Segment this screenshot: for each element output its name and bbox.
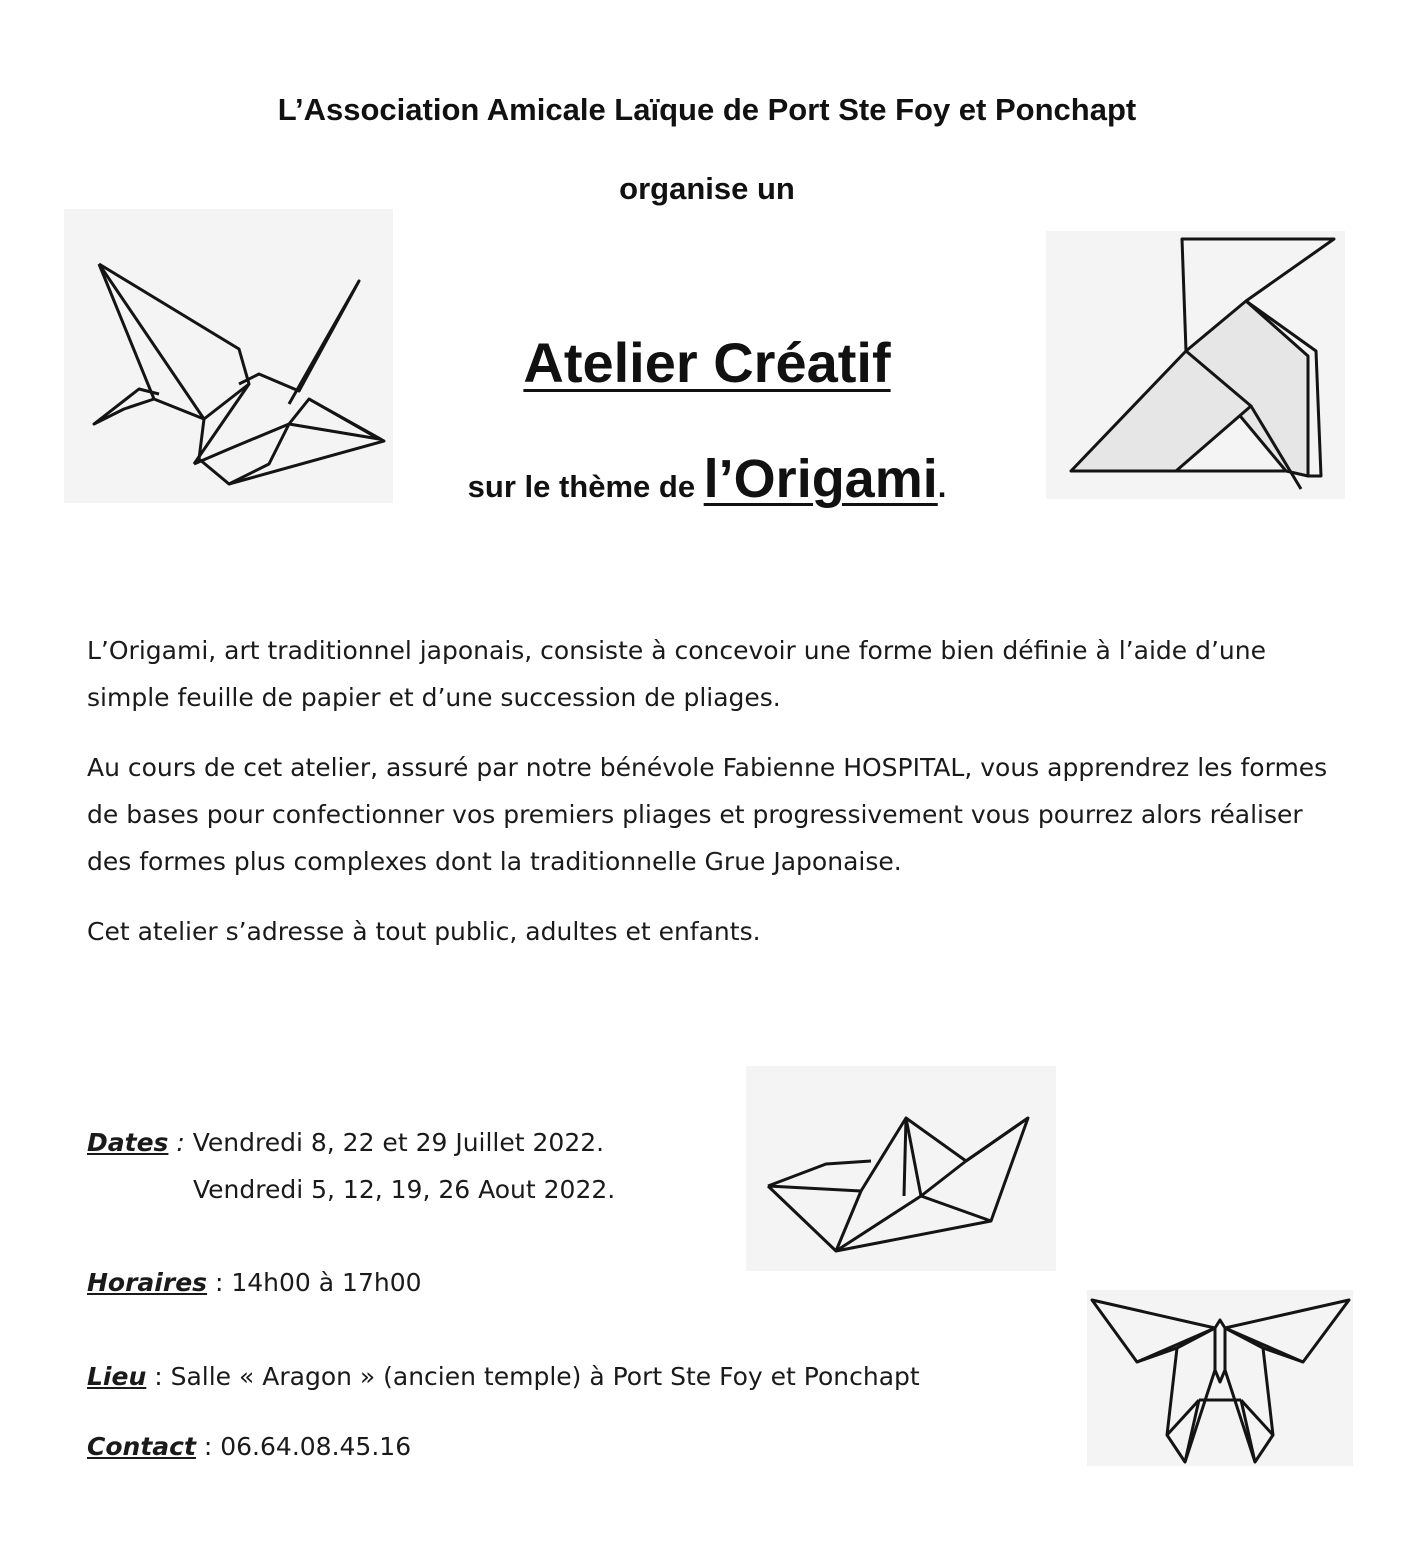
- dates-separator: :: [168, 1128, 193, 1157]
- theme-prefix: sur le thème de: [467, 469, 704, 504]
- workshop-paragraph: Au cours de cet atelier, assuré par notre bénévole Fabienne HOSPITAL, vous apprendrez les formes de bases pour confectionner vos premiers pliages et progressivement vous pourrez alors réaliser des formes plus complexes dont la traditionnelle Grue Japonaise.: [87, 753, 1328, 876]
- origami-bird-image: [1046, 231, 1345, 499]
- horaires-line: [87, 1259, 422, 1306]
- horaires-label: Horaires: [87, 1268, 208, 1297]
- title-text: Atelier Créatif: [523, 331, 891, 394]
- lieu-label: Lieu: [87, 1362, 147, 1391]
- contact-value: 06.64.08.45.16: [220, 1432, 412, 1461]
- horaires-value: 14h00 à 17h00: [231, 1268, 422, 1297]
- origami-butterfly-icon: [1087, 1290, 1353, 1466]
- contact-line: [87, 1423, 411, 1470]
- lieu-line: [87, 1353, 920, 1400]
- origami-boat-icon: [746, 1066, 1056, 1271]
- intro-paragraph: L’Origami, art traditionnel japonais, consiste à concevoir une forme bien définie à l’aide d’une simple feuille de papier et d’une succession de pliages.: [87, 636, 1266, 712]
- association-heading: L’Association Amicale Laïque de Port Ste Foy et Ponchapt: [277, 92, 1137, 127]
- origami-boat-image: [746, 1066, 1056, 1271]
- contact-label: Contact: [87, 1432, 196, 1461]
- lieu-value: Salle « Aragon » (ancien temple) à Port Ste Foy et Ponchapt: [170, 1362, 920, 1391]
- lieu-separator: :: [146, 1362, 171, 1391]
- organise-text: organise un: [619, 171, 795, 206]
- theme-suffix: .: [937, 469, 947, 504]
- horaires-separator: :: [207, 1268, 232, 1297]
- dates-line-1: [87, 1119, 604, 1166]
- origami-bird-icon: [1046, 231, 1345, 499]
- dates-label: Dates: [87, 1128, 169, 1157]
- dates-value-1: Vendredi 8, 22 et 29 Juillet 2022.: [192, 1128, 605, 1157]
- theme-word: l’Origami: [703, 449, 938, 509]
- audience-paragraph: Cet atelier s’adresse à tout public, adultes et enfants.: [87, 917, 761, 946]
- dates-value-2: Vendredi 5, 12, 19, 26 Aout 2022.: [193, 1175, 616, 1204]
- dates-line-2: [193, 1166, 615, 1213]
- contact-separator: :: [195, 1432, 221, 1461]
- origami-crane-icon: [64, 209, 393, 503]
- origami-crane-image: [64, 209, 393, 503]
- origami-butterfly-image: [1087, 1290, 1353, 1466]
